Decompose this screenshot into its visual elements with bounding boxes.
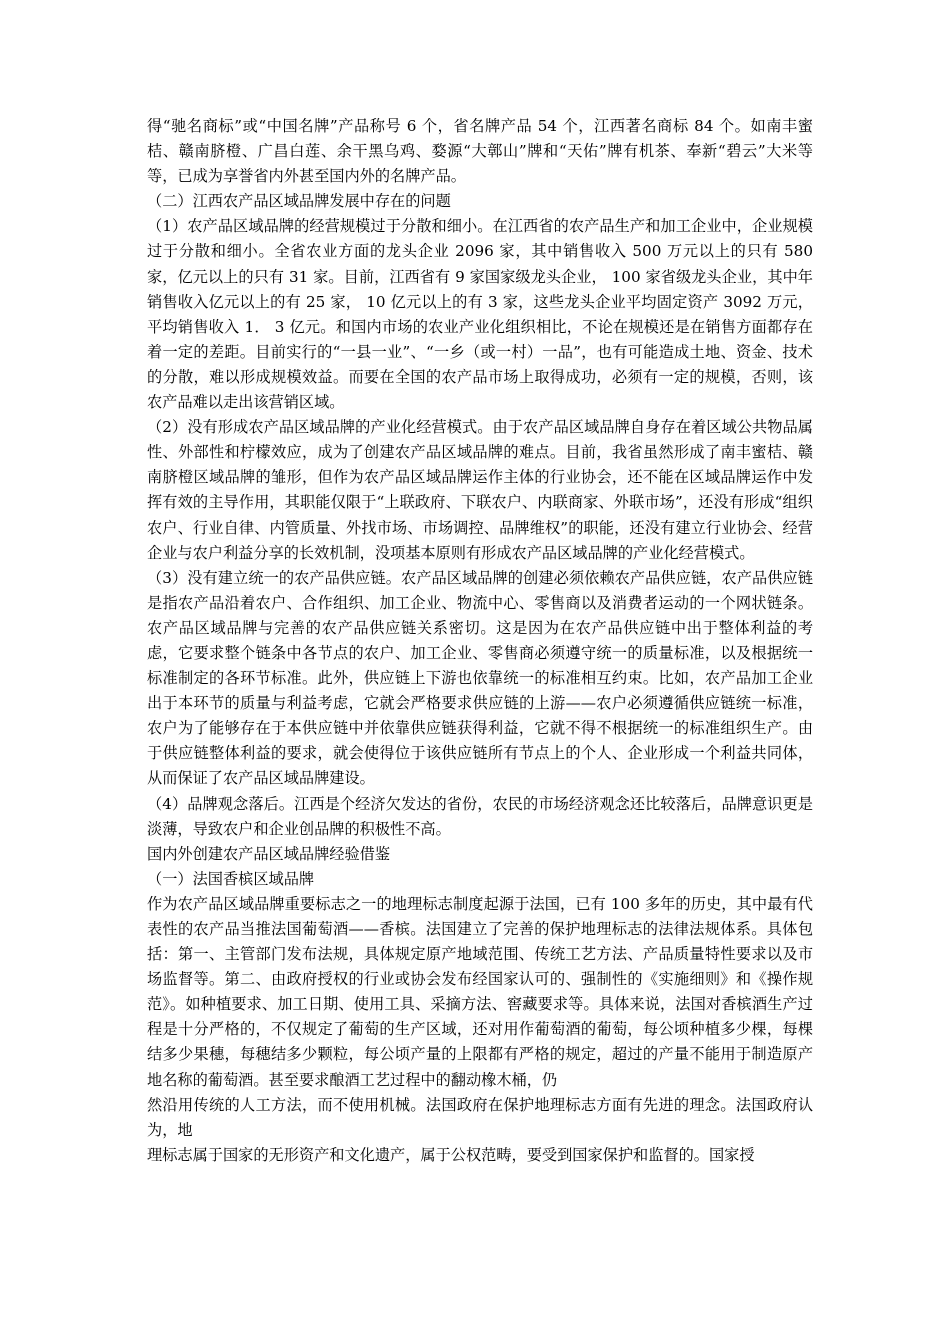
paragraph-problem-1: （1）农产品区域品牌的经营规模过于分散和细小。在江西省的农产品生产和加工企业中，企业规模过于分散和细小。全省农业方面的龙头企业 2096 家，其中销售收入 500 万元以上的只有 580 家，亿元以上的只有 31 家。目前，江西省有 9 家国家级龙头企业， 100 家省级龙头企业，其中年销售收入亿元以上的有 25 家， 10 亿元以上的有 3 家，这些龙头企业平均固定资产 3092 万元，平均销售收入 1． 3 亿元。和国内市场的农业产业化组织相比，不论在规模还是在销售方面都存在着一定的差距。目前实行的“一县一业”、“一乡（或一村）一品”，也有可能造成土地、资金、技术的分散，难以形成规模效益。而要在全国的农产品市场上取得成功，必须有一定的规模，否则，该农产品难以走出该营销区域。: [147, 217, 813, 412]
document-body: [147, 114, 813, 1168]
paragraph-geographic-indication: 理标志属于国家的无形资产和文化遗产，属于公权范畴，要受到国家保护和监督的。国家授: [147, 1145, 755, 1164]
paragraph-problem-3: （3）没有建立统一的农产品供应链。农产品区域品牌的创建必须依赖农产品供应链，农产品供应链是指农产品沿着农户、合作组织、加工企业、物流中心、零售商以及消费者运动的一个网状链条。农产品区域品牌与完善的农产品供应链关系密切。这是因为在农产品供应链中出于整体利益的考虑，它要求整个链条中各节点的农户、加工企业、零售商必须遵守统一的质量标准，以及根据统一标准制定的各环节标准。此外，供应链上下游也依靠统一的标准相互约束。比如，农产品加工企业出于本环节的质量与利益考虑，它就会严格要求供应链的上游——农户必须遵循供应链统一标准，农户为了能够存在于本供应链中并依靠供应链获得利益，它就不得不根据统一的标准组织生产。由于供应链整体利益的要求，就会使得位于该供应链所有节点上的个人、企业形成一个利益共同体，从而保证了农产品区域品牌建设。: [147, 568, 813, 788]
paragraph-problem-2: （2）没有形成农产品区域品牌的产业化经营模式。由于农产品区域品牌自身存在着区域公共物品属性、外部性和柠檬效应，成为了创建农产品区域品牌的难点。目前，我省虽然形成了南丰蜜桔、赣南脐橙区域品牌的雏形，但作为农产品区域品牌运作主体的行业协会，还不能在区域品牌运作中发挥有效的主导作用，其职能仅限于“上联政府、下联农户、内联商家、外联市场”，还没有形成“组织农户、行业自律、内管质量、外找市场、市场调控、品牌维权”的职能，还没有建立行业协会、经营企业与农户利益分享的长效机制，没项基本原则有形成农产品区域品牌的产业化经营模式。: [147, 418, 813, 562]
paragraph-problem-4: （4）品牌观念落后。江西是个经济欠发达的省份，农民的市场经济观念还比较落后，品牌意识更是淡薄，导致农户和企业创品牌的积极性不高。: [147, 794, 813, 838]
subsection-heading-champagne: （一）法国香槟区域品牌: [147, 869, 315, 888]
paragraph-traditional-method: 然沿用传统的人工方法，而不使用机械。法国政府在保护地理标志方面有先进的理念。法国政府认为，地: [147, 1095, 813, 1139]
section-heading-experience: 国内外创建农产品区域品牌经验借鉴: [147, 844, 390, 863]
paragraph-champagne: 作为农产品区域品牌重要标志之一的地理标志制度起源于法国，已有 100 多年的历史，其中最有代表性的农产品当推法国葡萄酒——香槟。法国建立了完善的保护地理标志的法律法规体系。具体包括：第一、主管部门发布法规，具体规定原产地域范围、传统工艺方法、产品质量特性要求以及市场监督等。第二、由政府授权的行业或协会发布经国家认可的、强制性的《实施细则》和《操作规范》。如种植要求、加工日期、使用工具、采摘方法、窖藏要求等。具体来说，法国对香槟酒生产过程是十分严格的，不仅规定了葡萄的生产区域，还对用作葡萄酒的葡萄，每公顷种植多少棵，每棵结多少果穗，每穗结多少颗粒，每公顷产量的上限都有严格的规定，超过的产量不能用于制造原产地名称的葡萄酒。甚至要求酿酒工艺过程中的翻动橡木桶，仍: [147, 894, 813, 1089]
section-heading-problems: （二）江西农产品区域品牌发展中存在的问题: [147, 192, 451, 211]
paragraph-famous-brands: 得“驰名商标”或“中国名牌”产品称号 6 个，省名牌产品 54 个，江西著名商标 84 个。如南丰蜜桔、赣南脐橙、广昌白莲、余干黑乌鸡、婺源“大鄣山”牌和“天佑”牌有机茶、奉新“碧云”大米等等，已成为享誉省内外甚至国内外的名牌产品。: [147, 117, 813, 186]
